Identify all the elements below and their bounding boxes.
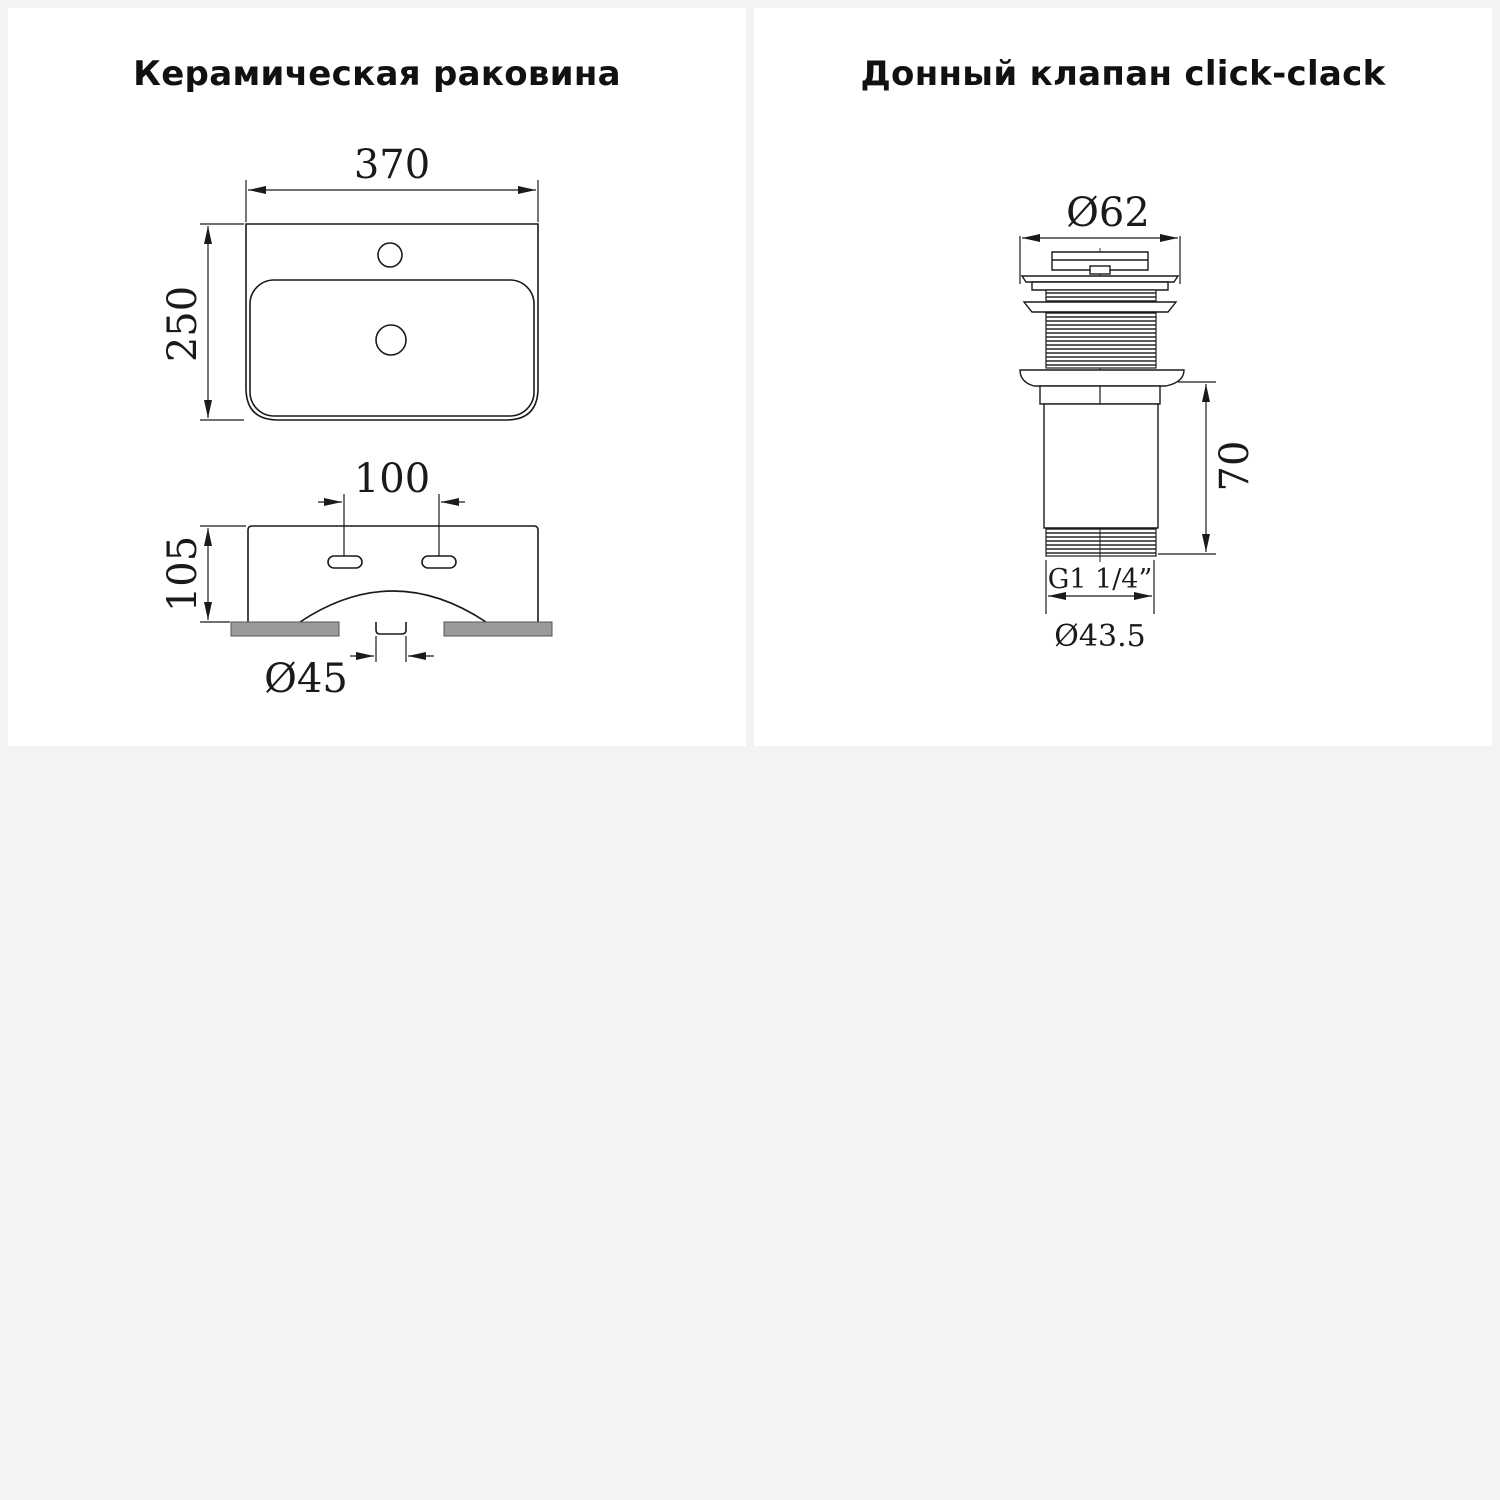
valve-title: Донный клапан click-clack <box>860 54 1386 94</box>
dim-cap-label: Ø62 <box>1066 190 1150 236</box>
dim-drain-label: Ø45 <box>264 656 348 702</box>
valve-panel <box>754 8 1492 746</box>
sink-top-view <box>246 224 538 420</box>
sink-bowl-outline <box>250 280 534 416</box>
dim-thread-label: G1 1/4” <box>1047 564 1153 595</box>
valve-cap <box>1022 252 1178 290</box>
sink-drawing <box>8 8 746 746</box>
dim-length-label: 70 <box>1212 440 1258 492</box>
dim-length-70 <box>1158 382 1216 554</box>
dim-drain-45 <box>350 636 434 662</box>
valve-main-thread <box>1046 312 1156 368</box>
valve-bottom-thread <box>1046 528 1156 556</box>
dim-hole-spacing-label: 100 <box>353 456 431 502</box>
faucet-hole <box>378 243 402 267</box>
sink-title: Керамическая раковина <box>133 54 621 94</box>
dim-width-label: 370 <box>353 142 431 188</box>
base-left <box>231 622 339 636</box>
valve-flange-lower <box>1020 370 1184 386</box>
base-right <box>444 622 552 636</box>
dim-depth-label: 250 <box>160 285 206 363</box>
sink-top-outline <box>246 224 538 420</box>
bowl-curve <box>300 591 486 622</box>
mount-slot-left <box>328 556 362 568</box>
dim-height-label: 105 <box>160 535 206 613</box>
valve-drawing <box>754 8 1492 746</box>
valve-flange-upper <box>1024 302 1176 312</box>
valve-body <box>1044 404 1158 528</box>
sink-front-view <box>248 526 538 634</box>
dim-body-label: Ø43.5 <box>1054 619 1146 654</box>
drain-outlet <box>376 622 406 634</box>
mount-slot-right <box>422 556 456 568</box>
drain-hole <box>376 325 406 355</box>
sink-front-outline <box>248 526 538 622</box>
sink-panel <box>8 8 746 746</box>
dim-depth-250 <box>200 224 244 420</box>
dim-hole-spacing-100 <box>318 494 465 556</box>
dim-height-105 <box>200 526 246 622</box>
valve-upper-thread <box>1046 290 1156 302</box>
